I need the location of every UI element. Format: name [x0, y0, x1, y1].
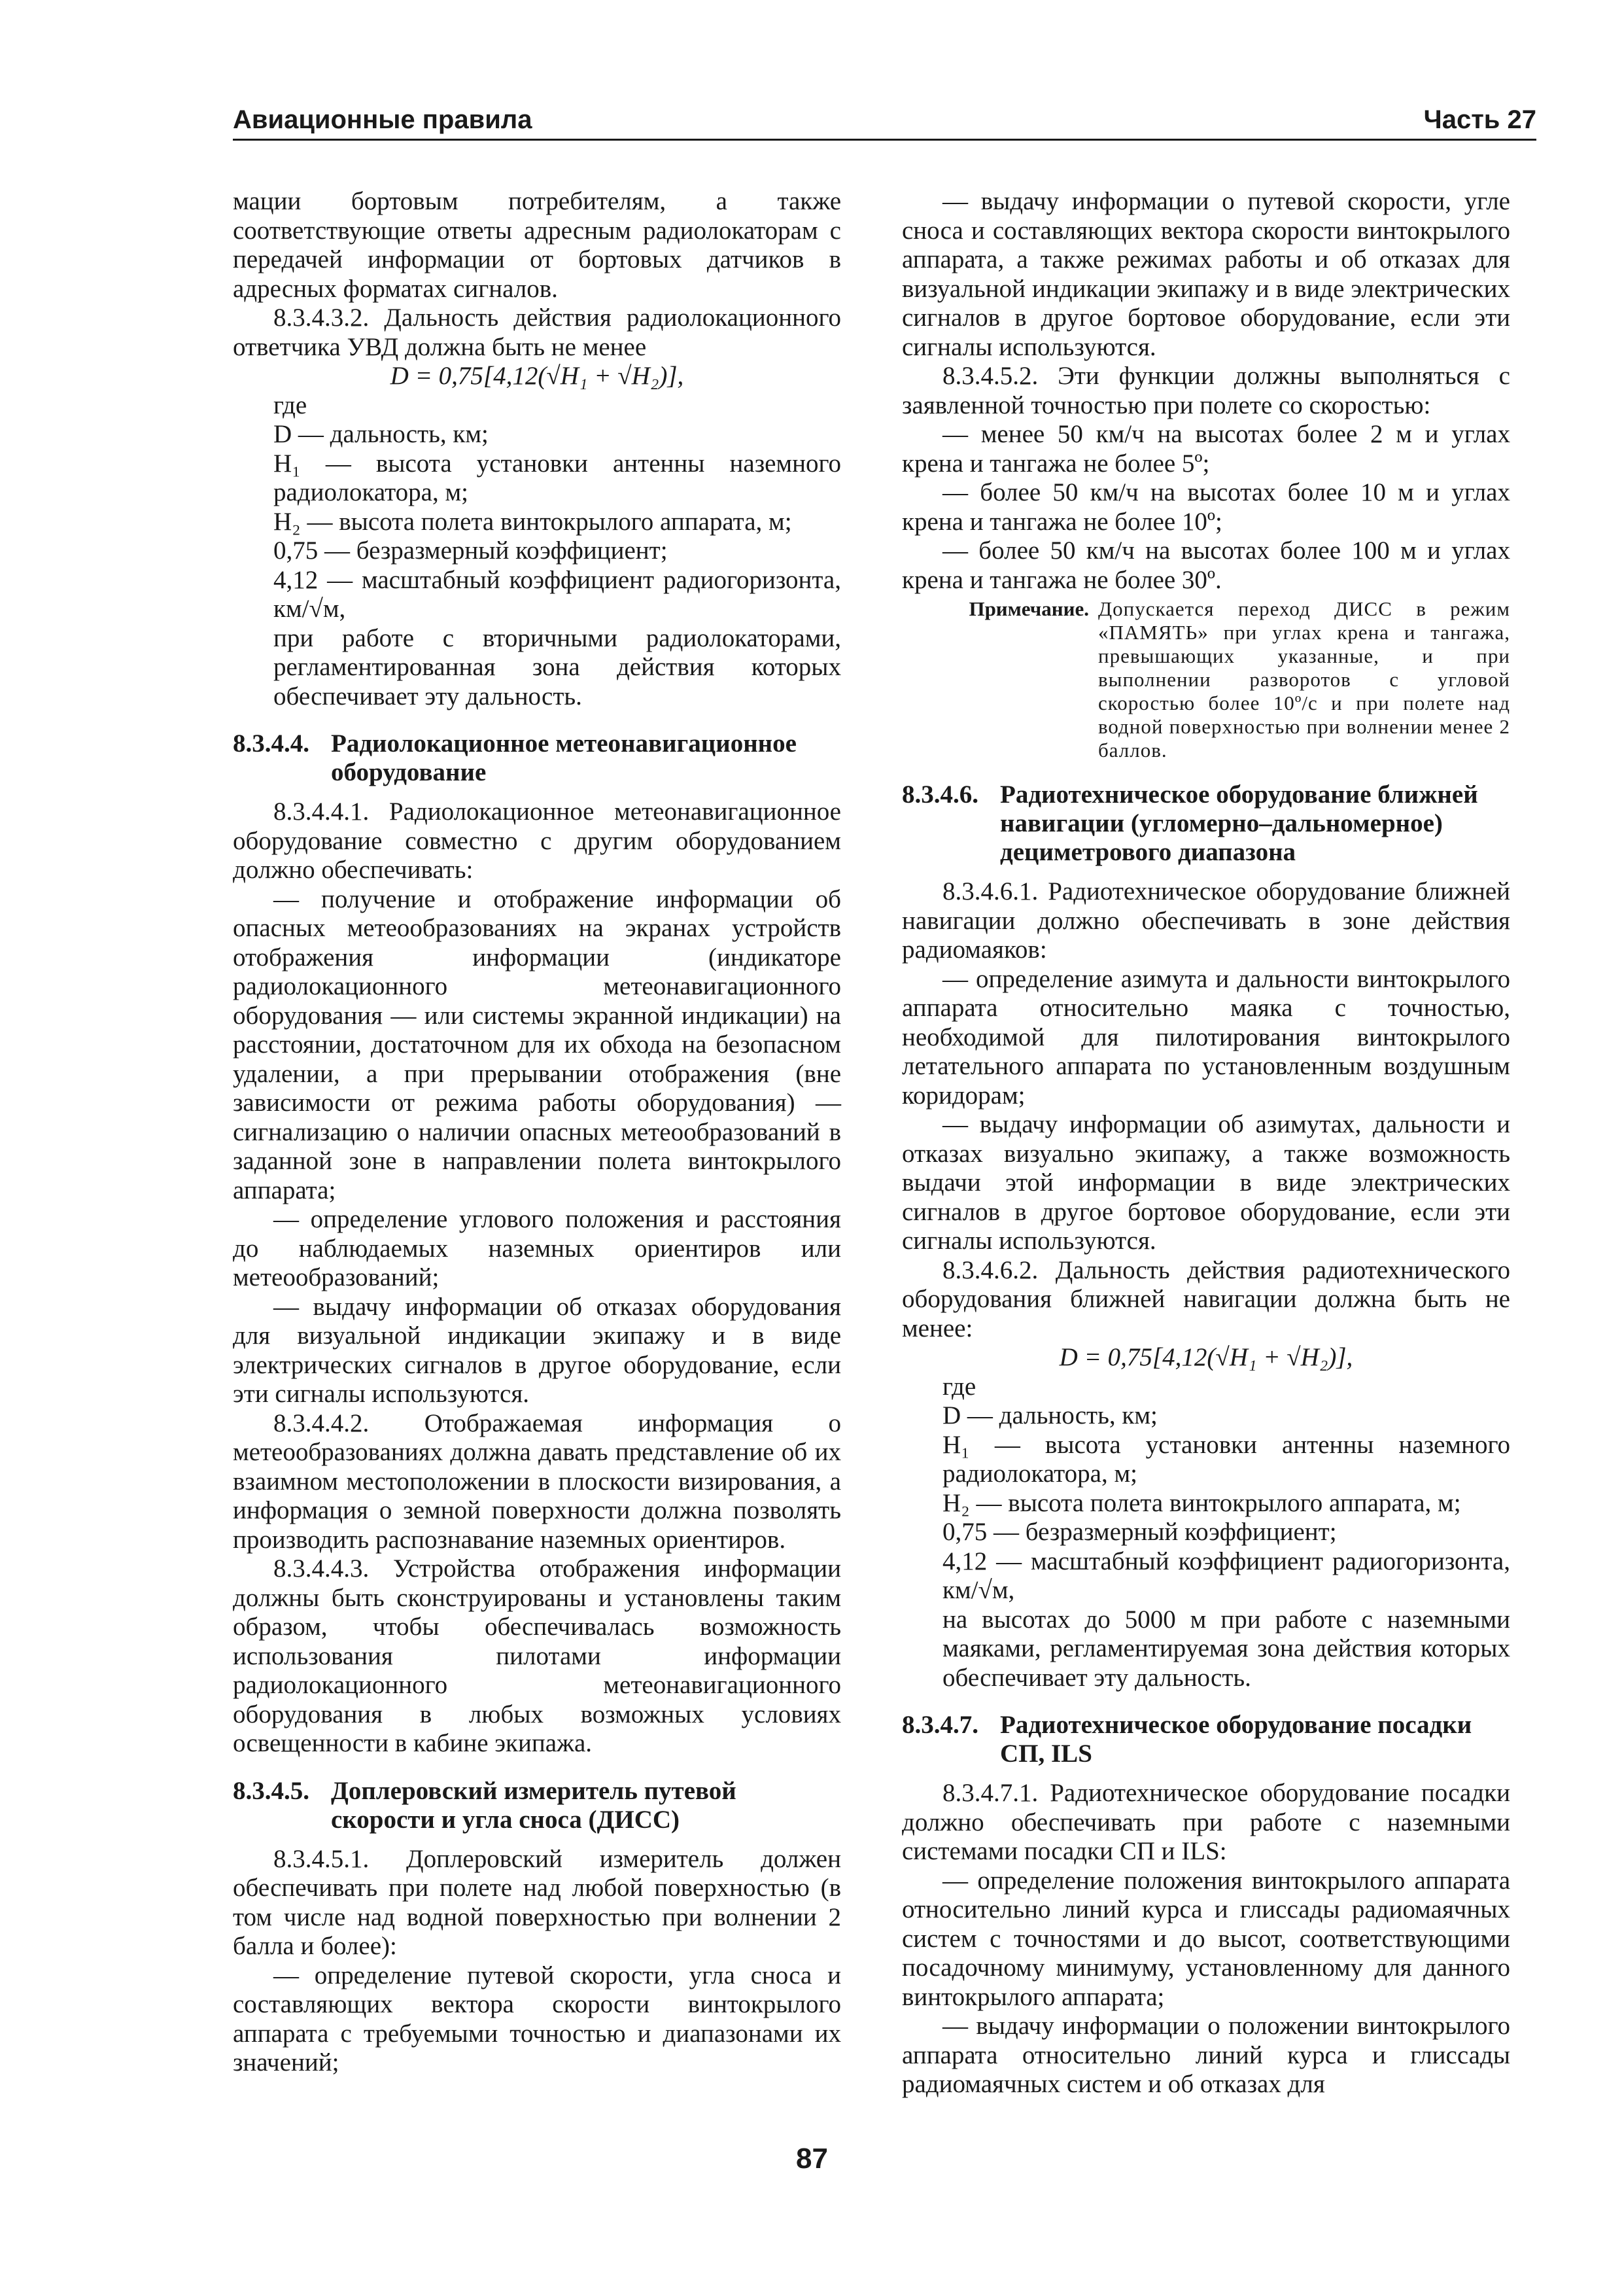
- where-label: где: [942, 1372, 976, 1401]
- header-part: Часть 27: [1423, 105, 1536, 134]
- section-number: 8.3.4.4.: [233, 729, 309, 758]
- section-number: 8.3.4.5.: [233, 1776, 309, 1805]
- paragraph: — выдачу информации о путевой скорости, угле сноса и составляющих вектора скорости винтокрылого аппарата, а также режимах работы и об отказах для визуальной индикации экипажу и в виде электрических сигналов в другое бортовое оборудование, если эти сигналы используются.: [902, 187, 1510, 361]
- definition: при работе с вторичными радиолокаторами, регламентированная зона действия которых обеспечивает эту дальность.: [273, 623, 841, 710]
- formula: D = 0,75[4,12(√H₁ + √H₂)],: [1059, 1343, 1353, 1371]
- note-label: Примечание.: [969, 597, 1089, 620]
- section-title: Радиотехническое оборудование ближней навигации (угломерно–дальномерное) дециметрового диапазона: [1000, 780, 1478, 866]
- definition: на высотах до 5000 м при работе с наземными маяками, регламентируемая зона действия которых обеспечивает эту дальность.: [942, 1605, 1510, 1692]
- paragraph: 8.3.4.6.2. Дальность действия радиотехнического оборудования ближней навигации должна быть не менее:: [902, 1255, 1510, 1342]
- paragraph: — определение азимута и дальности винтокрылого аппарата относительно маяка с точностью, необходимой для пилотирования винтокрылого летательного аппарата по установленным воздушным коридорам;: [902, 964, 1510, 1110]
- definition: D — дальность, км;: [942, 1401, 1158, 1429]
- section-heading: [902, 1711, 1510, 1768]
- definition: H₂ — высота полета винтокрылого аппарата, м;: [273, 507, 792, 536]
- section-heading: [233, 729, 841, 787]
- definition: 4,12 — масштабный коэффициент радиогоризонта, км/√м,: [273, 565, 841, 623]
- paragraph: — выдачу информации об отказах оборудования для визуальной индикации экипажу и в виде электрических сигналов в другое оборудование, если эти сигналы используются.: [233, 1292, 841, 1408]
- section-number: 8.3.4.6.: [902, 780, 978, 809]
- paragraph: — менее 50 км/ч на высотах более 2 м и углах крена и тангажа не более 5º;: [902, 420, 1510, 478]
- running-header: [233, 98, 1536, 141]
- left-column: [233, 187, 841, 2078]
- paragraph: 8.3.4.6.1. Радиотехническое оборудование ближней навигации должно обеспечивать в зоне действия радиомаяков:: [902, 877, 1510, 964]
- definition: 0,75 — безразмерный коэффициент;: [942, 1518, 1337, 1546]
- page-number: 87: [796, 2143, 828, 2175]
- paragraph: мации бортовым потребителям, а также соответствующие ответы адресным радиолокаторам с передачей информации от бортовых датчиков в адресных форматах сигналов.: [233, 187, 841, 303]
- section-heading: [233, 1777, 841, 1834]
- paragraph: — выдачу информации о положении винтокрылого аппарата относительно линий курса и глиссады радиомаячных систем и об отказах для: [902, 2012, 1510, 2098]
- section-title: Радиотехническое оборудование посадки СП, ILS: [1000, 1711, 1472, 1768]
- definition: 4,12 — масштабный коэффициент радиогоризонта, км/√м,: [942, 1547, 1510, 1604]
- section-number: 8.3.4.7.: [902, 1711, 978, 1739]
- paragraph: 8.3.4.3.2. Дальность действия радиолокационного ответчика УВД должна быть не менее: [233, 304, 841, 361]
- paragraph: — определение углового положения и расстояния до наблюдаемых наземных ориентиров или метеообразований;: [233, 1205, 841, 1291]
- right-column: [902, 187, 1510, 2099]
- paragraph: 8.3.4.4.1. Радиолокационное метеонавигационное оборудование совместно с другим оборудованием должно обеспечивать:: [233, 797, 841, 884]
- paragraph: 8.3.4.5.1. Доплеровский измеритель должен обеспечивать при полете над любой поверхностью (в том числе над водной поверхностью при волнении 2 балла и более):: [233, 1844, 841, 1960]
- paragraph: 8.3.4.7.1. Радиотехническое оборудование посадки должно обеспечивать при работе с наземными системами посадки СП и ILS:: [902, 1779, 1510, 1865]
- definitions: [942, 1373, 1510, 1693]
- paragraph: — более 50 км/ч на высотах более 100 м и углах крена и тангажа не более 30º.: [902, 536, 1510, 594]
- definition: D — дальность, км;: [273, 420, 489, 448]
- definition: H₁ — высота установки антенны наземного радиолокатора, м;: [273, 449, 841, 506]
- paragraph: — более 50 км/ч на высотах более 10 м и углах крена и тангажа не более 10º;: [902, 478, 1510, 536]
- definitions: [273, 391, 841, 712]
- paragraph: — определение путевой скорости, угла сноса и составляющих вектора скорости винтокрылого аппарата с требуемыми точностью и диапазонами их значений;: [233, 1961, 841, 2076]
- section-heading: [902, 780, 1510, 867]
- section-title: Радиолокационное метеонавигационное оборудование: [331, 729, 797, 786]
- paragraph: 8.3.4.5.2. Эти функции должны выполняться с заявленной точностью при полете со скоростью:: [902, 362, 1510, 419]
- definition: H₁ — высота установки антенны наземного радиолокатора, м;: [942, 1430, 1510, 1488]
- paragraph: — получение и отображение информации об опасных метеообразованиях на экранах устройств отображения информации (индикаторе радиолокационного метеонавигационного оборудования — или системы экранной индикации) на расстоянии, достаточном для их обхода на безопасном удалении, а при прерывании отображения (вне зависимости от режима работы оборудования) — сигнализацию о наличии опасных метеообразований в заданной зоне в направлении полета винтокрылого аппарата;: [233, 885, 841, 1204]
- section-title: Доплеровский измеритель путевой скорости и угла сноса (ДИСС): [331, 1776, 736, 1834]
- note: [902, 597, 1510, 762]
- formula: D = 0,75[4,12(√H₁ + √H₂)],: [390, 362, 684, 390]
- header-title: Авиационные правила: [233, 105, 532, 134]
- definition: H₂ — высота полета винтокрылого аппарата, м;: [942, 1488, 1461, 1517]
- note-text: Допускается переход ДИСС в режим «ПАМЯТЬ» при углах крена и тангажа, превышающих указанные, и при выполнении разворотов с угловой скоростью более 10º/с и при полете над водной поверхностью при волнении менее 2 баллов.: [1098, 597, 1510, 762]
- paragraph: 8.3.4.4.3. Устройства отображения информации должны быть сконструированы и установлены таким образом, чтобы обеспечивалась возможность использования пилотами информации радиолокационного метеонавигационного оборудования в любых возможных условиях освещенности в кабине экипажа.: [233, 1554, 841, 1757]
- paragraph: — выдачу информации об азимутах, дальности и отказах визуально экипажу, а также возможность выдачи этой информации в виде электрических сигналов в другое бортовое оборудование, если эти сигналы используются.: [902, 1110, 1510, 1255]
- definition: 0,75 — безразмерный коэффициент;: [273, 536, 668, 565]
- paragraph: 8.3.4.4.2. Отображаемая информация о метеообразованиях должна давать представление об их взаимном местоположении в плоскости визирования, а информация о земной поверхности должна позволять производить распознавание наземных ориентиров.: [233, 1409, 841, 1554]
- where-label: где: [273, 391, 307, 419]
- paragraph: — определение положения винтокрылого аппарата относительно линий курса и глиссады радиомаячных систем с точностями и до высот, соответствующими посадочному минимуму, установленному для данного винтокрылого аппарата;: [902, 1866, 1510, 2011]
